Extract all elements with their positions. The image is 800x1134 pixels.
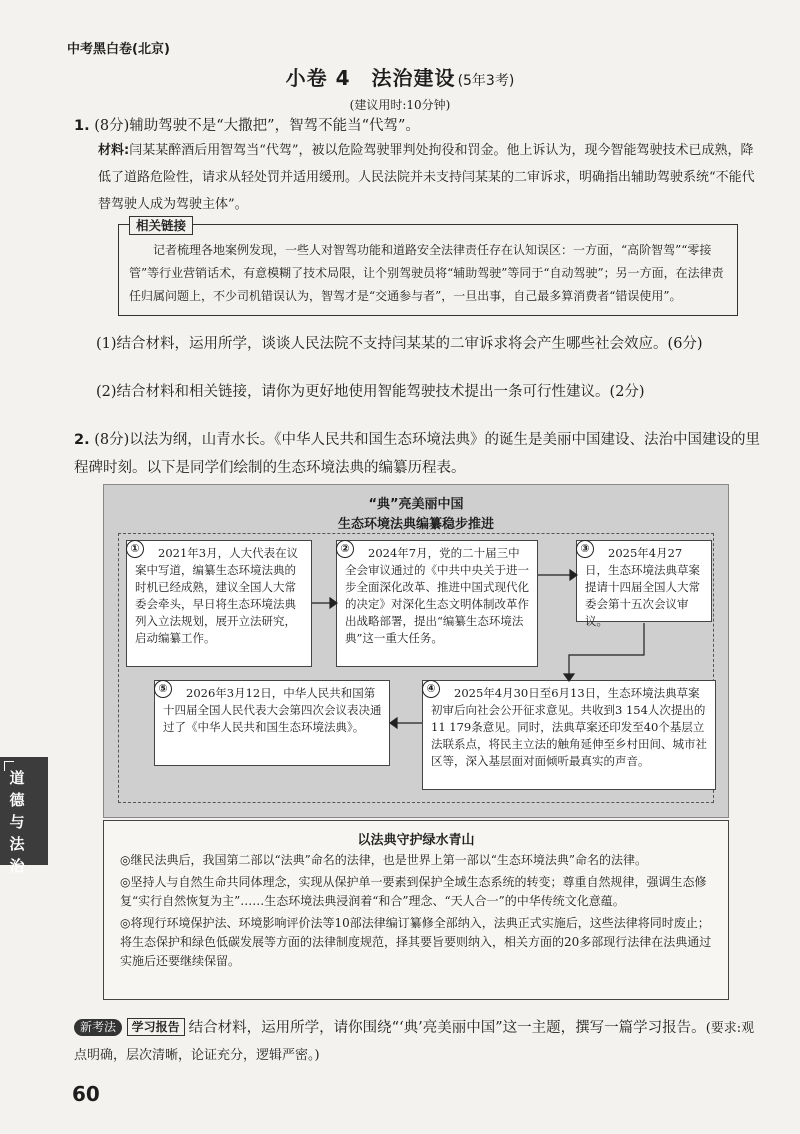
diagram-title-line-1: “典”亮美丽中国 bbox=[368, 497, 464, 512]
diagram-arrows bbox=[104, 485, 730, 819]
law-summary-item-3: ◎将现行环境保护法、环境影响评价法等10部法律编订纂修全部纳入，法典正式实施后，这些法律将同时废止；将生态保护和绿色低碳发展等方面的法律制度规范，择其要旨要则纳入，相关方面的20多部现行法律在法典通过实施后还要继续保留。 bbox=[120, 916, 712, 968]
diagram-title-line-2: 生态环境法典编纂稳步推进 bbox=[337, 517, 494, 532]
arrowhead-2-to-3 bbox=[570, 570, 577, 580]
step-4-text: 2025年4月30日至6月13日，生态环境法典草案初审后向社会公开征求意见。共收到3 154人次提出的11 179条意见。同时，法典草案还印发至40个基层立法联系点，将民主立法的触角延伸至乡村田间、城市社区等，深入基层面对面倾听最真实的声音。 bbox=[431, 686, 707, 768]
suggested-time: (建议用时:10分钟) bbox=[349, 98, 451, 112]
title-note: (5年3考) bbox=[457, 73, 515, 89]
step-1-number: ① bbox=[126, 540, 144, 558]
subject-side-tab-label: 道德与法治 bbox=[9, 769, 25, 875]
question-1-sub-1: (1)结合材料，运用所学，谈谈人民法院不支持闫某某的二审诉求将会产生哪些社会效应。(6分) bbox=[96, 336, 703, 352]
study-report-task bbox=[74, 1015, 764, 1069]
law-summary-box bbox=[103, 820, 729, 1000]
related-link-box bbox=[118, 218, 738, 316]
law-summary-title: 以法典守护绿水青山 bbox=[357, 833, 475, 848]
arrowhead-4-to-5 bbox=[390, 718, 397, 728]
title-main: 小卷 4 法治建设 bbox=[285, 66, 456, 90]
step-2-number: ② bbox=[336, 540, 354, 558]
material-label: 材料: bbox=[98, 143, 130, 158]
step-3-number: ③ bbox=[576, 540, 594, 558]
question-1-sub-2: (2)结合材料和相关链接，请你为更好地使用智能驾驶技术提出一条可行性建议。(2分) bbox=[96, 384, 645, 400]
question-2-number: 2. bbox=[74, 432, 90, 448]
law-summary-item-2: ◎坚持人与自然生命共同体理念，实现从保护单一要素到保护全域生态系统的转变；尊重自然规律，强调生态修复“实行自然恢复为主”……生态环境法典浸润着“和合”理念、“天人合一”的中华传统文化意蕴。 bbox=[120, 875, 707, 908]
step-3-text: 2025年4月27日，生态环境法典草案提请十四届全国人大常委会第十五次会议审议。 bbox=[585, 546, 700, 628]
step-4-number: ④ bbox=[422, 680, 440, 698]
material-paragraph bbox=[98, 137, 756, 218]
subject-side-tab bbox=[0, 757, 48, 875]
law-summary-item-1: ◎继民法典后，我国第二部以“法典”命名的法律，也是世界上第一部以“生态环境法典”命名的法律。 bbox=[120, 853, 648, 867]
arrow-3-to-4 bbox=[569, 623, 644, 674]
material-text: 闫某某醉酒后用智驾当“代驾”，被以危险驾驶罪判处拘役和罚金。他上诉认为，现今智能驾驶技术已成熟，降低了道路危险性，请求从轻处罚并适用缓刑。人民法院并未支持闫某某的二审诉求，明确指出辅助驾驶系统“不能代替驾驶人成为驾驶主体”。 bbox=[98, 143, 755, 212]
arrowhead-3-to-4 bbox=[564, 674, 574, 681]
study-report-requirements: (要求:观点明确，层次清晰，论证充分，逻辑严密。) bbox=[74, 1021, 755, 1063]
codification-diagram bbox=[103, 484, 729, 818]
question-2-stem bbox=[74, 426, 764, 482]
step-5-text: 2026年3月12日，中华人民共和国第十四届全国人民代表大会第四次会议表决通过了《中华人民共和国生态环境法典》。 bbox=[163, 686, 382, 734]
question-2-text: (8分)以法为纲，山青水长。《中华人民共和国生态环境法典》的诞生是美丽中国建设、法治中国建设的里程碑时刻。以下是同学们绘制的生态环境法典的编纂历程表。 bbox=[74, 432, 761, 476]
arrowhead-1-to-2 bbox=[330, 598, 337, 608]
step-5-number: ⑤ bbox=[154, 680, 172, 698]
related-link-label: 相关链接 bbox=[129, 216, 193, 235]
new-exam-tag: 新考法 bbox=[74, 1019, 122, 1036]
page-number: 60 bbox=[72, 1082, 100, 1106]
step-2-text: 2024年7月，党的二十届三中全会审议通过的《中共中央关于进一步全面深化改革、推进中国式现代化的决定》对深化生态文明体制改革作出战略部署，提出“编纂生态环境法典”这一重大任务。 bbox=[345, 546, 529, 645]
page-title bbox=[0, 62, 800, 91]
related-link-text: 记者梳理各地案例发现，一些人对智驾功能和道路安全法律责任存在认知误区：一方面，“高阶智驾”“零接管”等行业营销话术，有意模糊了技术局限，让个别驾驶员将“辅助驾驶”等同于“自动驾驶”；另一方面，在法律责任归属问题上，不少司机错误认为，智驾才是“交通参与者”，一旦出事，自己最多算消费者“错误使用”。 bbox=[129, 243, 724, 303]
question-1-stem bbox=[74, 114, 764, 139]
study-report-text: 结合材料，运用所学，请你围绕“‘典’亮美丽中国”这一主题，撰写一篇学习报告。 bbox=[188, 1020, 706, 1036]
question-1-number: 1. bbox=[74, 118, 90, 134]
step-1-text: 2021年3月，人大代表在议案中写道，编纂生态环境法典的时机已经成熟，建议全国人大常委会牵头，早日将生态环境法典列入立法规划，展开立法研究，启动编纂工作。 bbox=[135, 546, 299, 645]
series-label: 中考黑白卷(北京) bbox=[67, 42, 170, 57]
study-report-tag: 学习报告 bbox=[127, 1018, 185, 1036]
question-1-text: (8分)辅助驾驶不是“大撒把”，智驾不能当“代驾”。 bbox=[94, 118, 420, 134]
